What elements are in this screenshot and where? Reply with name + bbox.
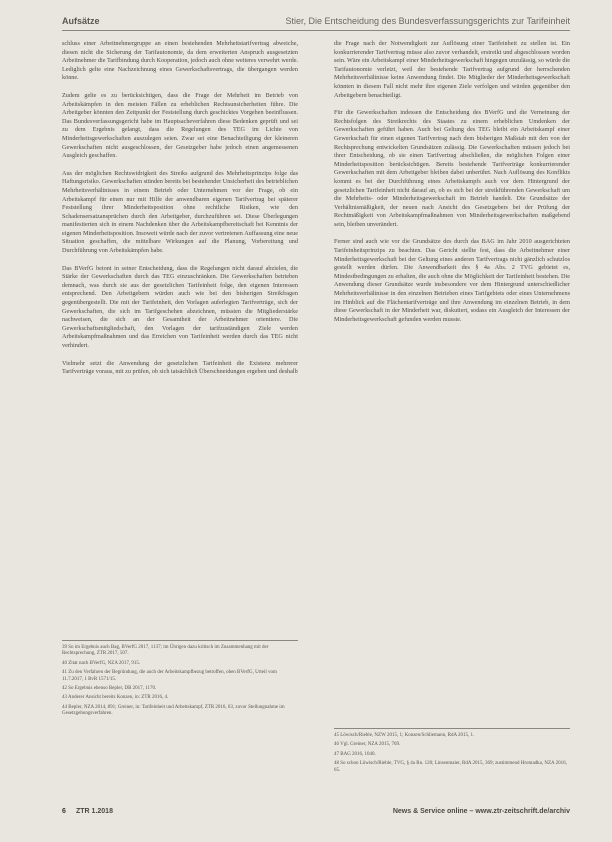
footnote: 45 Löwisch/Rieble, NZW 2015, 1; Konzen/Schliemann, RdA 2015, 1.: [334, 733, 475, 738]
paragraph: Ferner sind auch wie vor die Grundsätze des durch das BAG im Jahr 2010 ausgerichteten Tarifeinheitsprinzips zu beachten. Das Gericht stellte fest, dass die Arbeitnehmer einer Minderheitsgewerkschaft bei der Geltung eines anderen Tarifvertrags nicht gänzlich schutzlos gestellt werden dürfen. Die Anwendbarkeit des § 4a Abs. 2 TVG gebietet es, Mindestbedingungen zu erhalten, die auch ohne die Möglichkeit der Tarifeinheit bestehen. Die Anwendung dieser Grundsätze wurde insbesondere vor dem Hintergrund unterschiedlicher Mehrheitsverhältnisse in den einzelnen Betrieben eines Tarifgebiets oder eines Unternehmens im Hinblick auf die Flächentarifverträge und ihre Anwendung im einzelnen Betrieb, in dem diese Gewerkschaft in der Minderheit war, diskutiert, sodass ein Ausgleich der Interessen der Minderheitsgewerkschaft gefunden werden musste.: [334, 238, 570, 323]
journal-name: ZTR 1.2018: [76, 808, 113, 815]
paragraph: Das BVerfG betont in seiner Entscheidung, dass die Regelungen nicht darauf abzielen, die Stärke der Gewerkschaften durch das TEG einzuschränken. Die Gewerkschaften betrieben demnach, was durch sie aus der gesetzlichen Tarifeinheit folge, den eigenen Interessen entsprechend. Den Arbeitgebern würden auch wie bei den bisherigen Streikfragen gegenübergestellt. Die mit der Tarifeinheit, den Vorlagen auferlegten Tarifverträge, sich der Gewerkschaften, die sich im Tarifgeschehen abzeichnen, müssten die Mitgliederstärke nachweisen, die sich an der Gesamtheit der Arbeitnehmer orientiere. Die Gewerkschaftsmitgliedschaft, den Vorlagen der tarifzuständigen Ziele werden Arbeitskampfmaßnahmen und das Erreichen von Tarifeinheit werden durch das TEG nicht verhindert.: [62, 264, 298, 349]
footnote: 47 BAG 2016, 1040.: [334, 751, 376, 757]
website-link[interactable]: News & Service online – www.ztr-zeitschrift.de/archiv: [392, 808, 570, 815]
footnotes-right: [334, 728, 570, 777]
footnote: 48 So schon Löwisch/Rieble, TVG, § 4a Rn. 120; Linsenmaier, RdA 2015, 369; zustimmend Hromadka, NZA 2016, 65.: [334, 761, 567, 773]
footnote: 44 Bepler, NZA 2014, 891; Greiner, in: Tarifeinheit und Arbeitskampf, ZTR 2016, 63, zuvor Stellungnahme im Gesetzgebungsverfahren.: [62, 704, 285, 717]
page-footer: [62, 808, 570, 822]
footnote: 43 Anderer Ansicht bereits Konzen, in: ZTR 2016, 4.: [62, 695, 169, 701]
footnote: 41 Zu den Verfahren der Begründung, die auch der Arbeitskampfbezug betroffen, oben BVerfG, Urteil vom 11.7.2017, 1 BvR 1571/15.: [62, 670, 277, 682]
paragraph: Für die Gewerkschaften indessen die Entscheidung des BVerfG und die Verneinung der Rechtsfolgen des Streikrechts des Staates zu einem erheblichen Umdenken der Gewerkschaften geführt haben. Auch bei Geltung des TEG bleibt ein Arbeitskampf einer Gewerkschaft für einen eigenen Tarifvertrag nach dem bisherigen Maßstab mit den von der Rechtsprechung entwickelten Grundsätzen zulässig. Die Gewerkschaften müssen jedoch bei ihrer Entscheidung, ob sie einen Tarifvertrag abschließen, die möglichen Folgen einer Minderheitsposition berücksichtigen. Bereits bestehende Tarifverträge konkurrierender Gewerkschaften mit dem Arbeitgeber bleiben dabei unberührt. Nach Auflösung des Konflikts kommt es bei der Durchführung eines Arbeitskampfs auch vor dem Hintergrund der gesetzlichen Tarifeinheit nicht darauf an, ob es sich bei der streikführenden Gewerkschaft um die Mehrheits- oder Minderheitsgewerkschaft im Betrieb handelt. Die Grundsätze der Verhältnismäßigkeit, der neuen nach Ansicht des Gesetzgebers bei der Prüfung der Rechtmäßigkeit von Arbeitskampfmaßnahmen von Minderheitsgewerkschaften maßgebend sein, bleiben unverändert.: [334, 109, 570, 228]
right-column: [334, 40, 570, 333]
section-label: Aufsätze: [62, 16, 100, 26]
page-number: 6: [62, 808, 66, 815]
footnote: 39 So im Ergebnis auch Bag, BVerfG 2017, 1137; im Übrigen dazu kritisch im Zusammenhang mit der Rechtsprechung, ZTR 2017, 507.: [62, 645, 269, 657]
footnote: 46 Vgl. Greiner, NZA 2015, 769.: [334, 742, 401, 748]
footnotes-left: [62, 640, 298, 721]
footnote: 42 So Ergebnis ebenso Bepler, DB 2017, 1170.: [62, 686, 157, 692]
paragraph: Aus der möglichen Rechtswidrigkeit des Streiks aufgrund des Mehrheitsprinzips folge das Haftungsrisiko. Gewerkschaften stünden bereits bei bestehender Unsicherheit des betrieblichen Mehrheitsverhältnisses in einem Betrieb oder Unternehmen vor der Frage, ob ein Arbeitskampf für einen nur mit Hilfe der anwendbaren eigenen Tarifvertrag bei späterer Feststellung ihrer Minderheitsposition ohne rechtliche Risiken, wie den Schadensersatzansprüchen durch den Arbeitgeber, durchzuführen sei. Diese Überlegungen manifestierten sich in einem Nachdenken über die Arbeitskampfbereitschaft bei Kenntnis der eigenen Minderheitsposition. Insoweit würde nach der zuvor vertretenen Auffassung eine neue Situation geschaffen, die mittelbare Wirkungen auf die Planung, Vorbereitung und Durchführung von Arbeitskämpfen habe.: [62, 169, 298, 255]
paragraph: Zudem gelte es zu berücksichtigen, dass die Frage der Mehrheit im Betrieb von Arbeitskämpfen in den meisten Fällen zu erheblichen Rechtsunsicherheiten führe. Die Arbeitgeber könnten den Zeitpunkt der Feststellung durch geschicktes Vorgehen beeinflussen. Das Bundesverfassungsgericht habe im Hauptsacheverfahren diese Bedenken geprüft und sei zu dem Ergebnis gelangt, dass die Regelungen des TEG im Lichte von Minderheitsgewerkschaften auszulegen seien. Zwar sei eine Benachteiligung der kleineren Gewerkschaften nicht ausgeschlossen, der Gesetzgeber habe jedoch einen angemessenen Ausgleich geschaffen.: [62, 91, 298, 160]
running-header: [62, 14, 570, 31]
paragraph: schluss einer Arbeitnehmergruppe an einen bestehenden Mehrheitstarifvertrag abweiche, diesen nicht die Sicherung der Tarifautonomie, da dem erweiterten Anspruch ausgesetzten Arbeitnehmer die Tarifbindung durch Kooperation, jedoch auch ohne weiteres verwehrt werde. Lediglich gelte eine Nachzeichnung eines Gewerkschaftsvertrags, die übergangen werden könne.: [62, 40, 298, 82]
left-column: [62, 40, 298, 386]
paragraph: Vielmehr setzt die Anwendung der gesetzlichen Tarifeinheit die Existenz mehrerer Tarifverträge voraus, mit zu prüfen, ob sich tatsächlich Überschneidungen ergeben und deshalb: [62, 359, 298, 376]
footnote: 40 Zitat nach BVerfG, NZA 2017, 915.: [62, 660, 141, 666]
running-title: Stier, Die Entscheidung des Bundesverfassungsgerichts zur Tarifeinheit: [285, 16, 570, 26]
paragraph: die Frage nach der Notwendigkeit zur Auflösung einer Tarifeinheit zu stellen ist. Ein konkurrierender Tarifvertrag müsse also zuvor verhandelt, erstreikt und abgeschlossen worden sein. Wäre ein Arbeitskampf einer Minderheitsgewerkschaft hingegen unzulässig, so würde die Tarifautonomie verletzt, weil der bestehende Tarifvertrag aufgrund der herrschenden Mehrheitsverhältnisse keine Anwendung findet. Die Mitglieder der Minderheitsgewerkschaft könnten in diesem Fall nicht mehr ihre eigenen Ziele verfolgen und würden gegenüber den Arbeitgebern benachteiligt.: [334, 40, 570, 99]
